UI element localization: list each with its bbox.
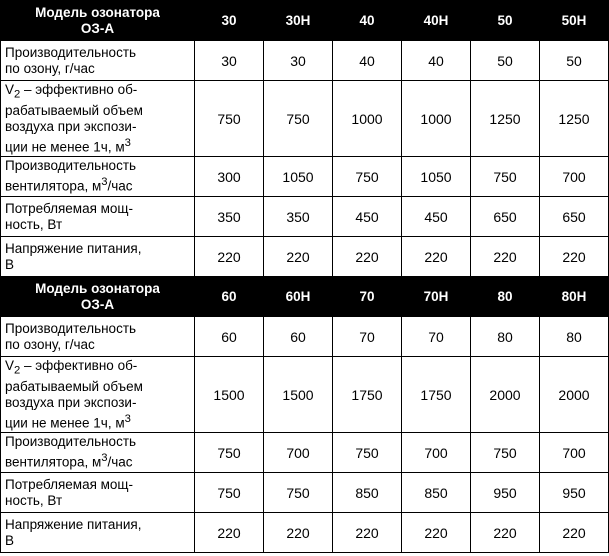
table-cell: 2000 [540, 357, 609, 433]
header-model: 80 [471, 277, 540, 317]
table-cell: 40 [333, 41, 402, 81]
table-cell: 700 [540, 433, 609, 473]
table-cell: 450 [333, 197, 402, 237]
table-cell: 350 [195, 197, 264, 237]
table-cell: 220 [471, 237, 540, 277]
label-part: /час [107, 178, 133, 194]
table-cell: 750 [471, 433, 540, 473]
table-row [1, 41, 609, 81]
row-label-fan-output [1, 433, 195, 473]
table-cell: 1050 [402, 157, 471, 197]
table-cell: 1050 [264, 157, 333, 197]
label-part: – эффективно об- рабатываемый объем воздуха при экспози- ции не менее 1ч, м [5, 81, 143, 155]
table-row [1, 157, 609, 197]
header-model: 60Н [264, 277, 333, 317]
table-row [1, 433, 609, 473]
label-subscript: 2 [14, 364, 21, 377]
table-row [1, 317, 609, 357]
table-cell: 750 [195, 473, 264, 513]
table-cell: 60 [264, 317, 333, 357]
table-row [1, 197, 609, 237]
table-cell: 220 [333, 513, 402, 553]
table-row [1, 81, 609, 157]
table-row [1, 473, 609, 513]
table-cell: 850 [402, 473, 471, 513]
header-row-2 [1, 277, 609, 317]
table-cell: 750 [264, 473, 333, 513]
header-model: 30Н [264, 1, 333, 41]
header-model: 50Н [540, 1, 609, 41]
table-cell: 750 [195, 433, 264, 473]
table-cell: 220 [264, 237, 333, 277]
label-part: Производительность вентилятора, м [5, 434, 137, 470]
table-cell: 650 [471, 197, 540, 237]
label-superscript: 3 [101, 176, 108, 189]
table-cell: 750 [333, 157, 402, 197]
table-cell: 220 [471, 513, 540, 553]
header-model: 40Н [402, 1, 471, 41]
label-part: V [5, 81, 15, 97]
table-cell: 220 [333, 237, 402, 277]
table-cell: 50 [540, 41, 609, 81]
header-model: 70Н [402, 277, 471, 317]
table-cell: 850 [333, 473, 402, 513]
table-cell: 1000 [402, 81, 471, 157]
table-cell: 220 [540, 513, 609, 553]
table-cell: 30 [264, 41, 333, 81]
table-row [1, 237, 609, 277]
table-cell: 220 [195, 237, 264, 277]
table-cell: 1250 [471, 81, 540, 157]
label-part: Производительность вентилятора, м [5, 158, 137, 194]
table-cell: 1500 [264, 357, 333, 433]
header-model: 80Н [540, 277, 609, 317]
table-cell: 700 [264, 433, 333, 473]
header-model: 50 [471, 1, 540, 41]
header-model: 60 [195, 277, 264, 317]
row-label-voltage: Напряжение питания, В [1, 513, 195, 553]
table-cell: 450 [402, 197, 471, 237]
table-cell: 220 [402, 237, 471, 277]
table-cell: 1250 [540, 81, 609, 157]
label-part: /час [107, 454, 133, 470]
row-label-voltage: Напряжение питания, В [1, 237, 195, 277]
label-superscript: 3 [101, 452, 108, 465]
row-label-fan-output [1, 157, 195, 197]
table-cell: 750 [471, 157, 540, 197]
table-cell: 350 [264, 197, 333, 237]
table-cell: 70 [402, 317, 471, 357]
header-model: 70 [333, 277, 402, 317]
table-cell: 60 [195, 317, 264, 357]
table-cell: 2000 [471, 357, 540, 433]
table-cell: 80 [471, 317, 540, 357]
table-cell: 70 [333, 317, 402, 357]
row-label-ozone-output: Производительность по озону, г/час [1, 41, 195, 81]
row-label-power: Потребляемая мощ- ность, Вт [1, 197, 195, 237]
table-cell: 1750 [333, 357, 402, 433]
header-model: 30 [195, 1, 264, 41]
table-cell: 750 [195, 81, 264, 157]
table-cell: 1000 [333, 81, 402, 157]
header-row-1 [1, 1, 609, 41]
table-cell: 700 [402, 433, 471, 473]
label-superscript: 3 [124, 412, 131, 425]
table-cell: 700 [540, 157, 609, 197]
table-cell: 220 [195, 513, 264, 553]
header-model-label: Модель озонатора ОЗ-А [1, 1, 195, 41]
label-part: V [5, 357, 15, 373]
table-cell: 30 [195, 41, 264, 81]
table-cell: 300 [195, 157, 264, 197]
table-cell: 40 [402, 41, 471, 81]
table-cell: 750 [333, 433, 402, 473]
table-cell: 80 [540, 317, 609, 357]
row-label-ozone-output: Производительность по озону, г/час [1, 317, 195, 357]
row-label-treated-volume [1, 81, 195, 157]
row-label-treated-volume [1, 357, 195, 433]
table-cell: 950 [540, 473, 609, 513]
table-cell: 220 [402, 513, 471, 553]
label-subscript: 2 [14, 88, 21, 101]
table-cell: 650 [540, 197, 609, 237]
label-part: – эффективно об- рабатываемый объем воздуха при экспози- ции не менее 1ч, м [5, 357, 143, 431]
table-row [1, 357, 609, 433]
table-cell: 220 [540, 237, 609, 277]
header-model: 40 [333, 1, 402, 41]
table-cell: 1750 [402, 357, 471, 433]
table-row [1, 513, 609, 553]
table-cell: 950 [471, 473, 540, 513]
row-label-power: Потребляемая мощ- ность, Вт [1, 473, 195, 513]
header-model-label: Модель озонатора ОЗ-А [1, 277, 195, 317]
label-superscript: 3 [124, 136, 131, 149]
table-cell: 220 [264, 513, 333, 553]
table-cell: 1500 [195, 357, 264, 433]
table-cell: 50 [471, 41, 540, 81]
table-cell: 750 [264, 81, 333, 157]
